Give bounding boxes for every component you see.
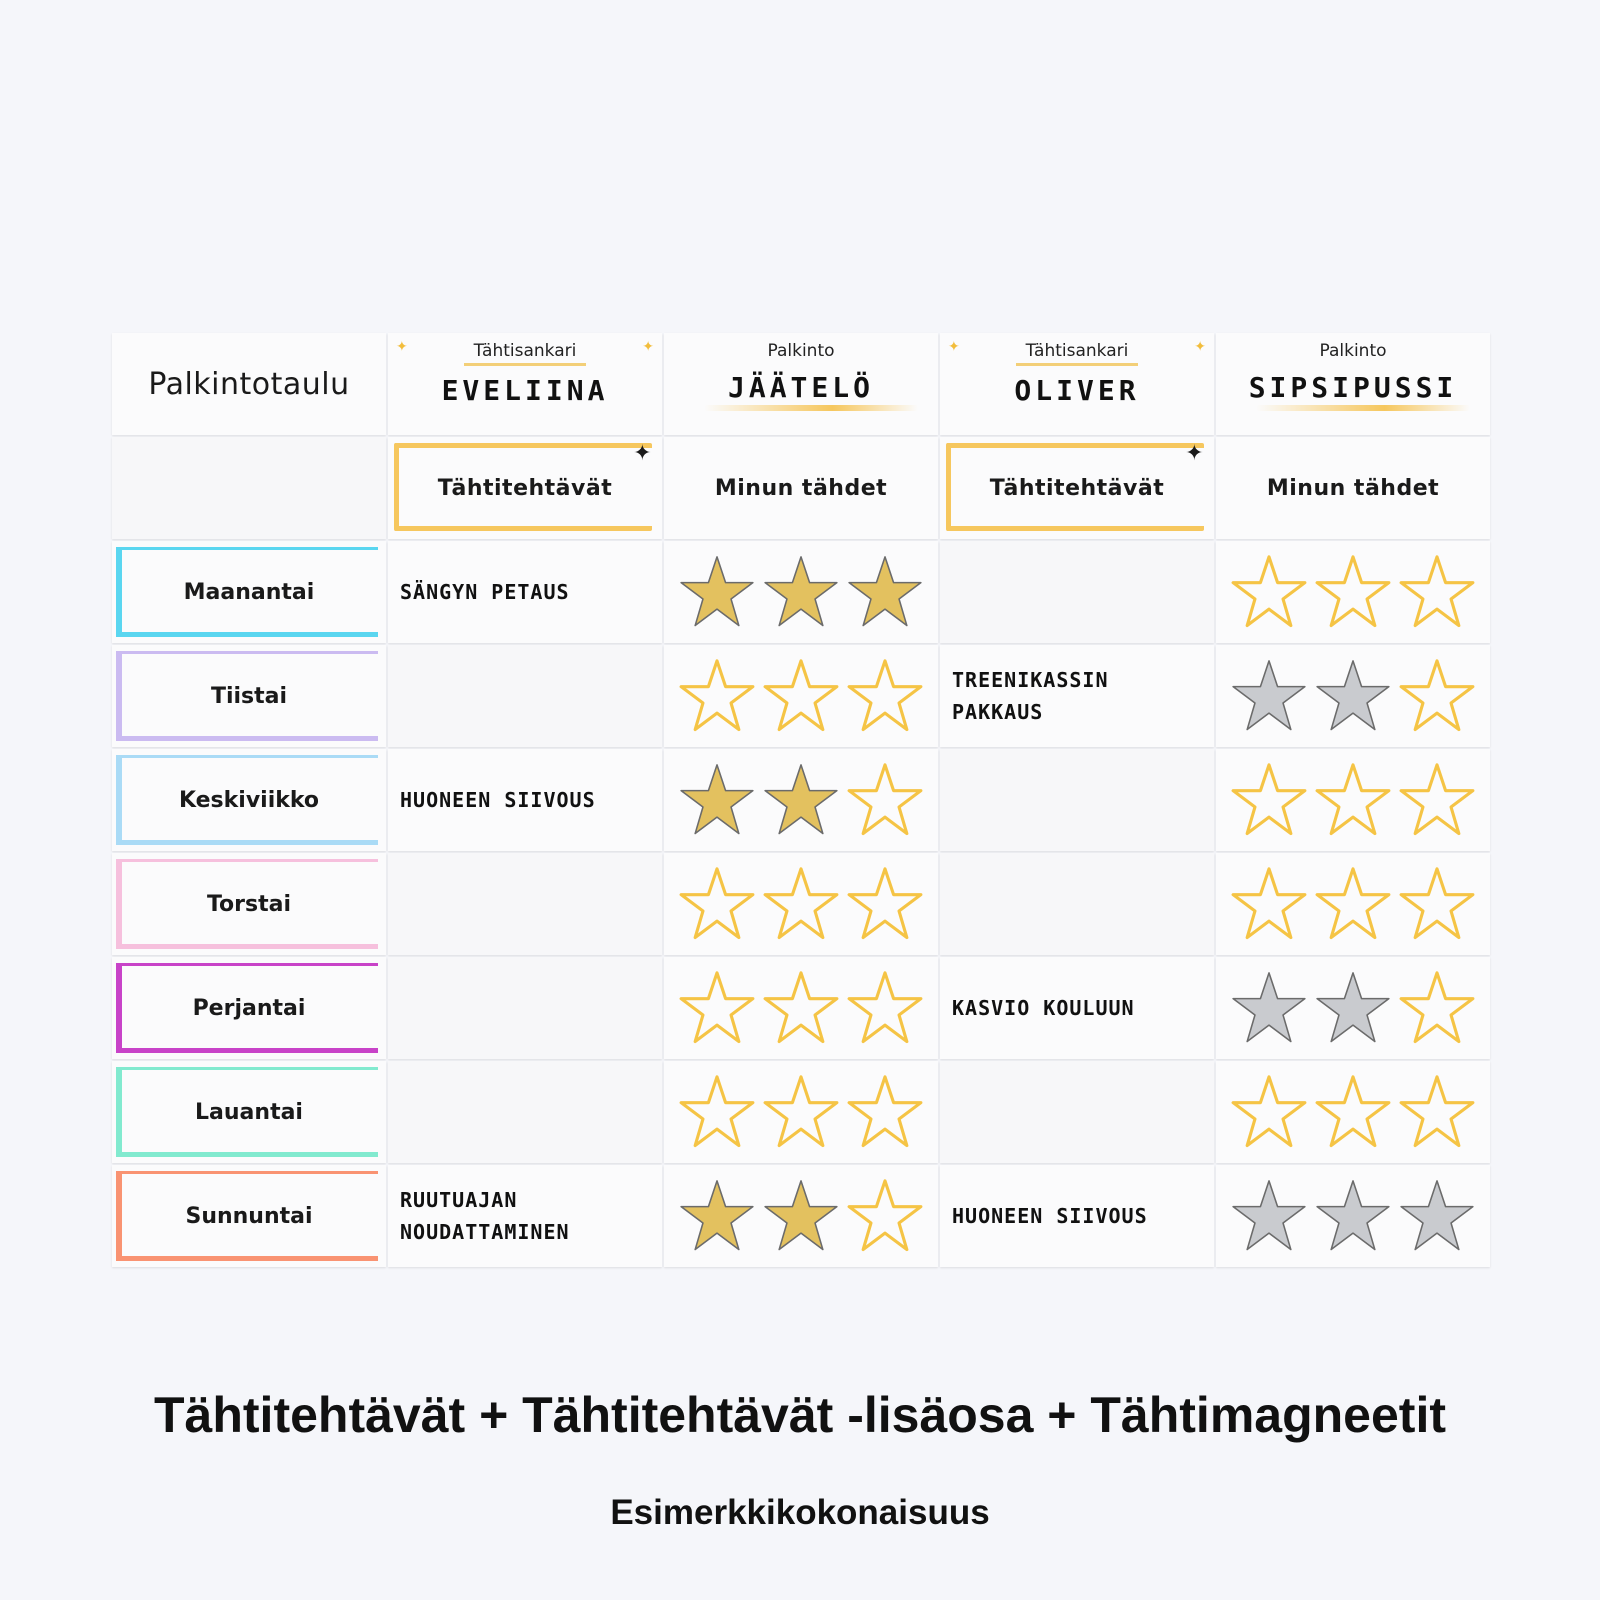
- child1-tasks-header: [388, 437, 662, 539]
- star-outline-icon: [1314, 1073, 1392, 1151]
- star-outline-icon: [678, 657, 756, 735]
- child1-name: EVELIINA: [441, 374, 609, 407]
- footer-title: Tähtitehtävät + Tähtitehtävät -lisäosa + Tähtimagneetit: [154, 1387, 1446, 1443]
- child2-stars-header: [1216, 437, 1490, 539]
- star-outline-icon: [762, 969, 840, 1047]
- child1-stars-card: [664, 645, 938, 747]
- child2-task-card: [940, 1165, 1214, 1267]
- child1-name-card: [388, 333, 662, 435]
- sparkle-icon: ✦: [1185, 441, 1204, 466]
- child2-task-card: [940, 853, 1214, 955]
- day-label: Lauantai: [195, 1099, 303, 1125]
- star-outline-icon: [1230, 761, 1308, 839]
- gold-star-magnet-icon[interactable]: [762, 553, 840, 631]
- sparkle-icon: ✦: [396, 339, 408, 355]
- day-card: [112, 541, 386, 643]
- child2-task-card: [940, 957, 1214, 1059]
- task-text: HUONEEN SIIVOUS: [952, 1204, 1148, 1228]
- task-text: HUONEEN SIIVOUS: [400, 788, 596, 812]
- child1-stars-card: [664, 541, 938, 643]
- child2-reward-card: [1216, 333, 1490, 435]
- stars-label: Minun tähdet: [1266, 475, 1440, 501]
- gold-star-magnet-icon[interactable]: [678, 553, 756, 631]
- child2-stars-card: [1216, 1061, 1490, 1163]
- child2-stars-card: [1216, 957, 1490, 1059]
- child2-stars-card: [1216, 645, 1490, 747]
- gold-star-magnet-icon[interactable]: [762, 1177, 840, 1255]
- child1-task-card: [388, 541, 662, 643]
- star-outline-icon: [678, 1073, 756, 1151]
- task-text: SÄNGYN PETAUS: [400, 580, 570, 604]
- child2-task-card: [940, 1061, 1214, 1163]
- sparkle-icon: ✦: [948, 339, 960, 355]
- child2-reward: SIPSIPUSSI: [1248, 371, 1458, 404]
- star-outline-icon: [1314, 553, 1392, 631]
- star-outline-icon: [1398, 761, 1476, 839]
- child1-reward: JÄÄTELÖ: [727, 371, 874, 404]
- day-label: Sunnuntai: [185, 1203, 313, 1229]
- shooting-star-swoosh: [704, 405, 918, 411]
- day-label: Perjantai: [192, 995, 306, 1021]
- star-outline-icon: [1398, 1073, 1476, 1151]
- star-outline-icon: [762, 1073, 840, 1151]
- star-outline-icon: [846, 657, 924, 735]
- child2-task-card: [940, 749, 1214, 851]
- child1-reward-kicker: Palkinto: [767, 341, 835, 361]
- child2-name-card: [940, 333, 1214, 435]
- child1-task-card: [388, 749, 662, 851]
- reward-chart-board: [112, 333, 1496, 1251]
- child2-tasks-header: [940, 437, 1214, 539]
- child2-kicker: Tähtisankari: [1016, 341, 1139, 366]
- child1-stars-card: [664, 853, 938, 955]
- blank-card: [112, 437, 386, 539]
- day-label: Torstai: [206, 891, 292, 917]
- star-outline-icon: [846, 1177, 924, 1255]
- star-outline-icon: [762, 865, 840, 943]
- child1-stars-card: [664, 1061, 938, 1163]
- child1-stars-card: [664, 749, 938, 851]
- star-outline-icon: [1398, 657, 1476, 735]
- day-card: [112, 645, 386, 747]
- silver-star-magnet-icon[interactable]: [1230, 1177, 1308, 1255]
- star-outline-icon: [1230, 553, 1308, 631]
- star-outline-icon: [1398, 865, 1476, 943]
- child1-task-card: [388, 645, 662, 747]
- child1-stars-card: [664, 957, 938, 1059]
- gold-star-magnet-icon[interactable]: [678, 761, 756, 839]
- silver-star-magnet-icon[interactable]: [1230, 969, 1308, 1047]
- child2-stars-card: [1216, 749, 1490, 851]
- chart-title: Palkintotaulu: [148, 366, 350, 402]
- silver-star-magnet-icon[interactable]: [1314, 1177, 1392, 1255]
- child2-task-card: [940, 541, 1214, 643]
- star-outline-icon: [846, 969, 924, 1047]
- star-outline-icon: [846, 1073, 924, 1151]
- child2-name: OLIVER: [1014, 374, 1140, 407]
- chart-title-card: [112, 333, 386, 435]
- day-label: Tiistai: [210, 683, 288, 709]
- silver-star-magnet-icon[interactable]: [1314, 969, 1392, 1047]
- child1-task-card: [388, 853, 662, 955]
- sparkle-icon: ✦: [1194, 339, 1206, 355]
- silver-star-magnet-icon[interactable]: [1314, 657, 1392, 735]
- day-label: Maanantai: [183, 579, 315, 605]
- child2-stars-card: [1216, 853, 1490, 955]
- star-outline-icon: [1398, 553, 1476, 631]
- star-outline-icon: [1230, 1073, 1308, 1151]
- sparkle-icon: ✦: [633, 441, 652, 466]
- stars-label: Minun tähdet: [714, 475, 888, 501]
- child1-kicker: Tähtisankari: [464, 341, 587, 366]
- tasks-label: Tähtitehtävät: [437, 475, 613, 501]
- star-outline-icon: [846, 761, 924, 839]
- child2-stars-card: [1216, 1165, 1490, 1267]
- day-card: [112, 1165, 386, 1267]
- star-outline-icon: [1314, 865, 1392, 943]
- child2-reward-kicker: Palkinto: [1319, 341, 1387, 361]
- gold-star-magnet-icon[interactable]: [846, 553, 924, 631]
- child2-task-card: [940, 645, 1214, 747]
- child1-task-card: [388, 1061, 662, 1163]
- task-text: RUUTUAJAN NOUDATTAMINEN: [400, 1188, 570, 1244]
- day-card: [112, 1061, 386, 1163]
- child1-task-card: [388, 1165, 662, 1267]
- task-text: KASVIO KOULUUN: [952, 996, 1135, 1020]
- silver-star-magnet-icon[interactable]: [1230, 657, 1308, 735]
- star-outline-icon: [1314, 761, 1392, 839]
- child1-stars-card: [664, 1165, 938, 1267]
- day-card: [112, 957, 386, 1059]
- star-outline-icon: [678, 969, 756, 1047]
- gold-star-magnet-icon[interactable]: [678, 1177, 756, 1255]
- day-card: [112, 749, 386, 851]
- child1-stars-header: [664, 437, 938, 539]
- day-card: [112, 853, 386, 955]
- star-outline-icon: [1398, 969, 1476, 1047]
- footer-subtitle: Esimerkkikokonaisuus: [610, 1493, 990, 1532]
- star-outline-icon: [846, 865, 924, 943]
- child1-reward-card: [664, 333, 938, 435]
- child1-task-card: [388, 957, 662, 1059]
- star-outline-icon: [678, 865, 756, 943]
- shooting-star-swoosh: [1256, 405, 1470, 411]
- star-outline-icon: [1230, 865, 1308, 943]
- tasks-label: Tähtitehtävät: [989, 475, 1165, 501]
- task-text: TREENIKASSIN PAKKAUS: [952, 668, 1109, 724]
- day-label: Keskiviikko: [178, 787, 320, 813]
- star-outline-icon: [762, 657, 840, 735]
- child2-stars-card: [1216, 541, 1490, 643]
- sparkle-icon: ✦: [642, 339, 654, 355]
- gold-star-magnet-icon[interactable]: [762, 761, 840, 839]
- silver-star-magnet-icon[interactable]: [1398, 1177, 1476, 1255]
